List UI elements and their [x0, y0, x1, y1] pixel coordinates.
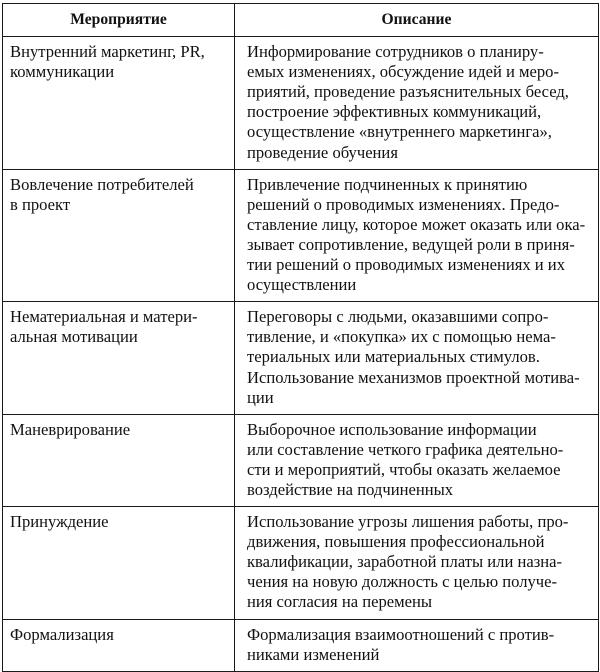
table-row [3, 414, 599, 506]
column-header-event: Мероприятие [3, 4, 235, 37]
table-row [3, 302, 599, 414]
event-cell: Принуждение [3, 507, 235, 619]
measures-table [2, 3, 599, 672]
event-cell: Внутренний маркетинг, PR, коммуникации [3, 37, 235, 170]
table-row [3, 169, 599, 302]
table-row [3, 619, 599, 671]
description-cell: Выборочное использование информации или составление четкого графика деятельно- сти и мероприятий, чтобы оказать желаемое воздействие на подчиненных [235, 414, 599, 506]
event-cell: Нематериальная и матери- альная мотивации [3, 302, 235, 414]
column-header-description: Описание [235, 4, 599, 37]
description-cell: Формализация взаимоотношений с против- никами изменений [235, 619, 599, 671]
description-cell: Использование угрозы лишения работы, про- движения, повышения профессиональной квалификации, заработной платы или назна- чения на новую должность с целью получе- ния согласия на перемены [235, 507, 599, 619]
event-cell: Формализация [3, 619, 235, 671]
event-cell: Маневрирование [3, 414, 235, 506]
description-cell: Переговоры с людьми, оказавшими сопро- тивление, и «покупка» их с помощью нема- териальных или материальных стимулов. Использование механизмов проектной мотива- ции [235, 302, 599, 414]
table-row [3, 37, 599, 170]
table-row [3, 507, 599, 619]
event-cell: Вовлечение потребителей в проект [3, 169, 235, 302]
description-cell: Привлечение подчиненных к принятию решений о проводимых изменениях. Предо- ставление лицу, которое может оказать или ока- зывает сопротивление, ведущей роли в приня- тии решений о проводимых изменениях и их осуществлении [235, 169, 599, 302]
table-header-row [3, 4, 599, 37]
description-cell: Информирование сотрудников о планиру- емых изменениях, обсуждение идей и меро- приятий, проведение разъяснительных бесед, построение эффективных коммуникаций, осуществление «внутреннего маркетинга», проведение обучения [235, 37, 599, 170]
